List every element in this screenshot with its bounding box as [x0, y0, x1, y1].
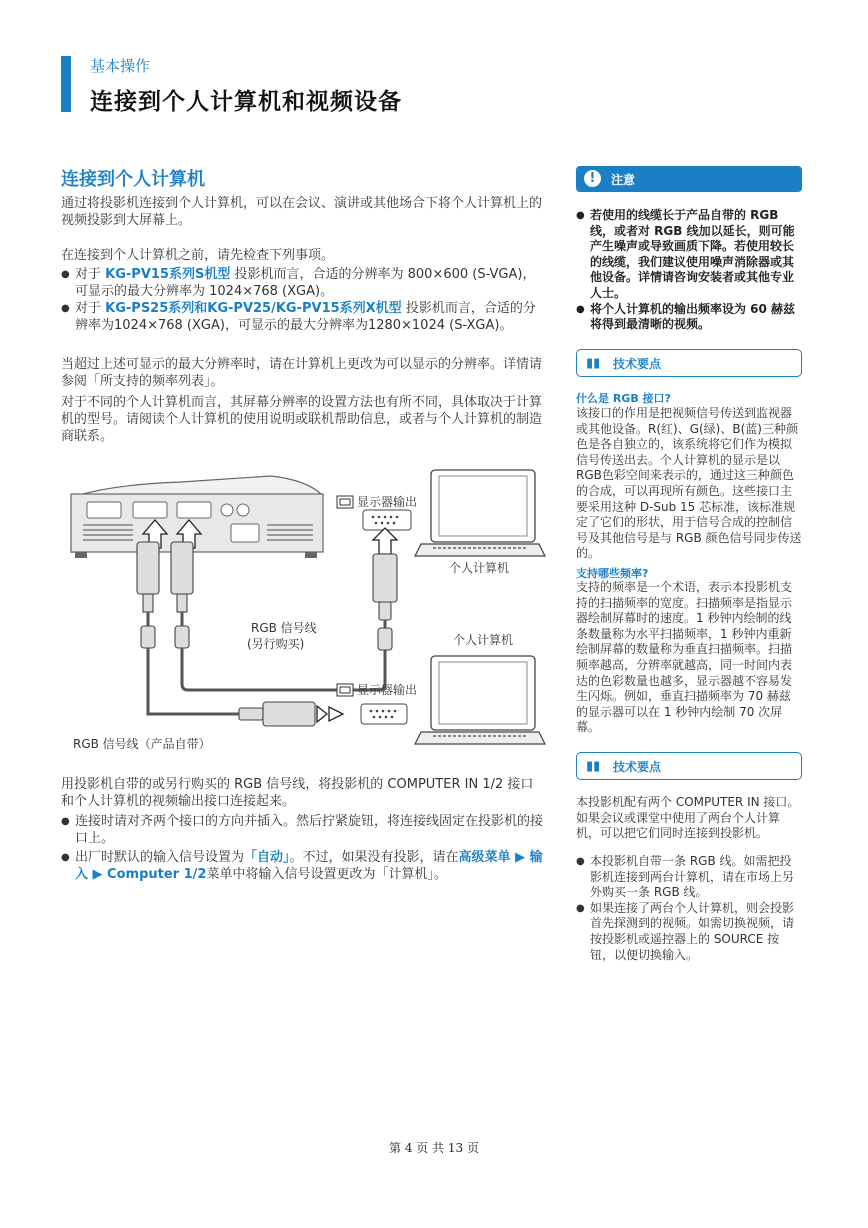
model-name: KG-PS25系列和KG-PV25/KG-PV15系列X机型 [105, 301, 402, 316]
rgb-cable-included-label: RGB 信号线（产品自带） [73, 737, 211, 751]
menu-path: 高级菜单 ▶ 输入 ▶ Computer 1/2 [75, 850, 543, 882]
list-item: ● 将个人计算机的输出频率设为 60 赫兹将得到最清晰的视频。 [576, 302, 802, 333]
connect-notes-list [61, 813, 545, 883]
tips2-list [576, 854, 802, 963]
list-item: ● 如果连接了两台个人计算机，则会投影首先探测到的视频。如需切换视频，请按投影机或遥控器上的 SOURCE 按钮，以便切换输入。 [576, 901, 802, 963]
tip-question-1: 什么是 RGB 接口? [576, 392, 671, 405]
list-item: ● 对于 KG-PS25系列和KG-PV25/KG-PV15系列X机型 投影机而言，合适的分辨率为1024×768 (XGA)，可显示的最大分辨率为1280×1024 (S-XGA)。 [61, 300, 545, 334]
list-item: ● 若使用的线缆长于产品自带的 RGB 线，或者对 RGB 线加以延长，则可能产生噪声或导致画质下降。若使用较长的线缆，我们建议使用噪声消除器或其他设备。详情请咨询安装者或其他专业人士。 [576, 208, 802, 302]
page-number: 第 4 页 共 13 页 [389, 1141, 479, 1155]
tip-answer-2: 支持的频率是一个术语，表示本投影机支持的扫描频率的宽度。扫描频率是指显示器绘制屏幕时的速度。1 秒钟内绘制的线条数量称为水平扫描频率，1 秒钟内重新绘制屏幕的数量称为垂直扫描频率。扫描频率越高，分辨率就越高，同一时间内表达的色彩数量也越多，显示器越不容易发生闪烁。例如，垂直扫描频率为 70 赫兹的显示器可以在 1 秒钟内绘制 70 次屏幕。 [576, 580, 793, 735]
pc-label-2: 个人计算机 [453, 633, 514, 647]
section-heading: 连接到个人计算机 [61, 169, 205, 190]
notes-header: ! 注意 [576, 166, 802, 192]
method-paragraph: 对于不同的个人计算机而言，其屏幕分辨率的设置方法也有所不同，具体取决于计算机的型号。请阅读个人计算机的使用说明或联机帮助信息，或者与个人计算机的制造商联系。 [61, 395, 543, 444]
connect-paragraph: 用投影机自带的或另行购买的 RGB 信号线，将投影机的 COMPUTER IN 1/2 接口和个人计算机的视频输出接口连接起来。 [61, 777, 534, 809]
section-label: 基本操作 [90, 57, 151, 75]
list-item: ● 连接时请对齐两个接口的方向并插入。然后拧紧旋钮，将连接线固定在投影机的接口上。 [61, 813, 545, 847]
resolution-list [61, 266, 545, 334]
intro-paragraph: 通过将投影机连接到个人计算机，可以在会议、演讲或其他场合下将个人计算机上的视频投影到大屏幕上。 [61, 196, 543, 228]
exceed-paragraph: 当超过上述可显示的最大分辨率时，请在计算机上更改为可以显示的分辨率。详情请参阅「所支持的频率列表」。 [61, 357, 543, 389]
book-icon: ▮▮ [586, 356, 601, 371]
pc-label-1: 个人计算机 [449, 561, 510, 575]
rgb-cable-optional-label: (另行购买) [247, 637, 305, 651]
tip-question-2: 支持哪些频率? [576, 567, 649, 580]
display-output-label-2: 显示器输出 [357, 683, 418, 697]
rgb-cable-label: RGB 信号线 [251, 621, 317, 635]
display-output-label-1: 显示器输出 [357, 495, 418, 509]
laptop-illustration-2 [415, 656, 545, 744]
notes-list [576, 208, 802, 333]
connection-diagram [61, 462, 551, 762]
tips2-intro: 本投影机配有两个 COMPUTER IN 接口。如果会议或课堂中使用了两台个人计算机，可以把它们同时连接到投影机。 [576, 795, 800, 841]
check-intro: 在连接到个人计算机之前，请先检查下列事项。 [61, 248, 335, 263]
book-icon: ▮▮ [586, 759, 601, 774]
exclamation-icon: ! [584, 170, 601, 187]
tips-header-1: ▮▮ 技术要点 [576, 349, 802, 377]
list-item: ● 本投影机自带一条 RGB 线。如需把投影机连接到两台计算机，请在市场上另外购买一条 RGB 线。 [576, 854, 802, 901]
auto-setting: 「自动」 [244, 850, 290, 865]
tips-header-2: ▮▮ 技术要点 [576, 752, 802, 780]
projector-illustration [71, 476, 323, 558]
model-name: KG-PV15系列S机型 [105, 267, 231, 282]
laptop-illustration-1 [415, 470, 545, 556]
tip-answer-1: 该接口的作用是把视频信号传送到监视器或其他设备。R(红)、G(绿)、B(蓝)三种颜色是各自独立的，该系统将它们作为模拟信号传送出去。个人计算机的显示是以RGB色彩空间来表示的，通过这三种颜色的合成，可以再现所有颜色。这些接口主要采用这种 D-Sub 15 芯标准，该标准规定了它们的形状，用于信号合成的控制信号及其他信号是与 RGB 颜色信号同步传送的。 [576, 406, 802, 561]
page-title: 连接到个人计算机和视频设备 [90, 89, 402, 115]
list-item: ● 出厂时默认的输入信号设置为「自动」。不过，如果没有投影，请在高级菜单 ▶ 输入 ▶ Computer 1/2菜单中将输入信号设置更改为「计算机」。 [61, 849, 545, 883]
list-item: ● 对于 KG-PV15系列S机型 投影机而言，合适的分辨率为 800×600 (S-VGA)，可显示的最大分辨率为 1024×768 (XGA)。 [61, 266, 545, 300]
section-accent-bar [61, 56, 71, 112]
